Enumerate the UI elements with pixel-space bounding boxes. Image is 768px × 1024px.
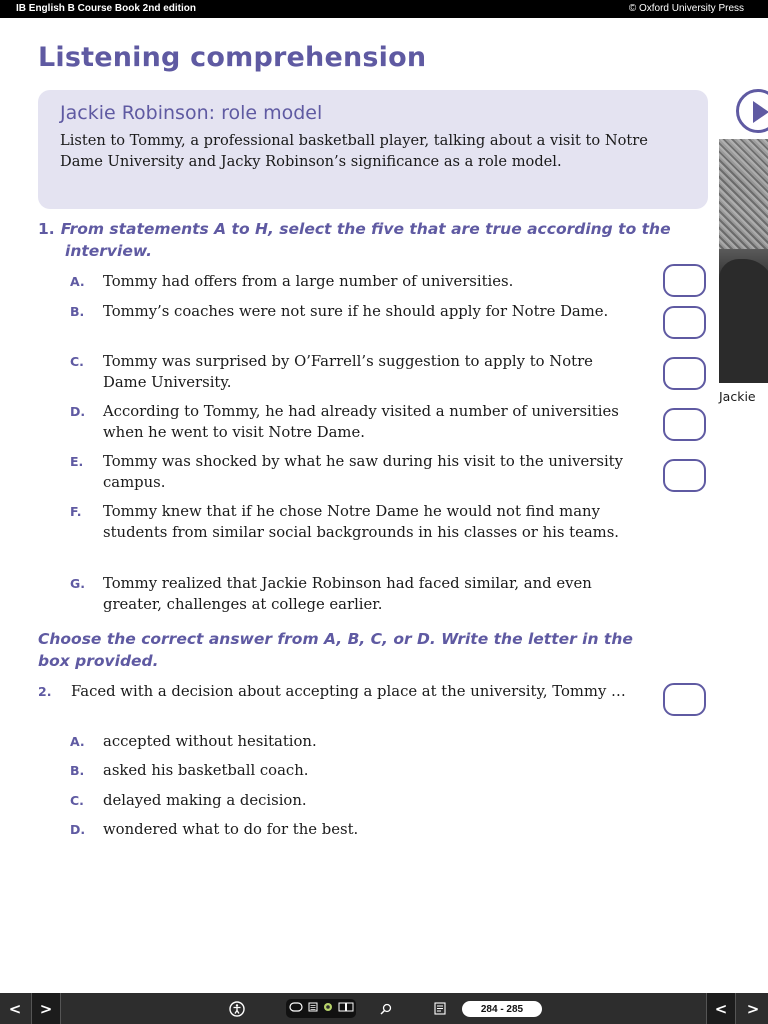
book-title: IB English B Course Book 2nd edition — [16, 3, 197, 14]
first-page-button[interactable]: < — [8, 999, 22, 1018]
statement-a — [70, 271, 630, 292]
list-view-icon[interactable] — [308, 1002, 318, 1015]
option-text: delayed making a decision. — [103, 792, 307, 809]
option-letter: B. — [70, 763, 85, 778]
option-b — [70, 760, 630, 781]
jackie-robinson-photo — [719, 139, 768, 383]
question-2-text: Faced with a decision about accepting a place at the university, Tommy … — [71, 683, 626, 700]
notes-icon[interactable] — [434, 1000, 446, 1017]
next-page-button-left[interactable]: > — [31, 993, 61, 1024]
answer-box-4[interactable] — [663, 408, 706, 441]
statement-letter: C. — [70, 354, 84, 369]
photo-figure — [719, 259, 768, 383]
intro-text: Listen to Tommy, a professional basketball player, talking about a visit to Notre Dame University and Jacky Robinson’s significance as a role model. — [60, 132, 648, 170]
previous-page-button[interactable]: < — [706, 993, 736, 1024]
accessibility-icon[interactable] — [229, 1000, 245, 1017]
statement-text: Tommy realized that Jackie Robinson had faced similar, and even greater, challenges at college earlier. — [103, 575, 592, 613]
statement-letter: B. — [70, 304, 85, 319]
statement-letter: D. — [70, 404, 86, 419]
answer-box-3[interactable] — [663, 357, 706, 390]
page-range-indicator[interactable]: 284 - 285 — [462, 1001, 542, 1017]
option-d — [70, 819, 630, 840]
thumbnail-icon[interactable] — [323, 1002, 333, 1015]
view-mode-group — [286, 999, 356, 1018]
statement-text: Tommy had offers from a large number of universities. — [103, 273, 514, 290]
statement-letter: F. — [70, 504, 82, 519]
answer-box-1[interactable] — [663, 264, 706, 297]
section-2-instruction: Choose the correct answer from A, B, C, or D. Write the letter in the box provided. — [38, 630, 633, 670]
statement-text: According to Tommy, he had already visited a number of universities when he went to visit Notre Dame. — [103, 403, 619, 441]
play-icon — [753, 101, 768, 123]
statement-d — [70, 401, 630, 443]
intro-title: Jackie Robinson: role model — [60, 102, 323, 124]
question-2-number: 2. — [38, 684, 52, 699]
photo-crowd — [719, 139, 768, 249]
statement-text: Tommy knew that if he chose Notre Dame he would not find many students from similar social backgrounds in his classes or his teams. — [103, 503, 619, 541]
question-1-text: From statements A to H, select the five that are true according to the interview. — [60, 220, 671, 260]
statement-letter: E. — [70, 454, 84, 469]
question-1-instruction — [38, 218, 688, 262]
spread-view-icon[interactable] — [338, 1002, 354, 1015]
option-a — [70, 731, 630, 752]
bottom-toolbar — [0, 993, 768, 1024]
statement-letter: G. — [70, 576, 86, 591]
question-2 — [38, 681, 648, 702]
statement-text: Tommy was surprised by O’Farrell’s suggestion to apply to Notre Dame University. — [103, 353, 593, 391]
statement-e — [70, 451, 630, 493]
option-text: accepted without hesitation. — [103, 733, 317, 750]
audio-play-button[interactable] — [736, 89, 768, 133]
statement-b — [70, 301, 630, 322]
option-c — [70, 790, 630, 811]
option-text: asked his basketball coach. — [103, 762, 309, 779]
statement-f — [70, 501, 630, 543]
zoom-icon[interactable] — [379, 1000, 393, 1017]
statement-letter: A. — [70, 274, 85, 289]
answer-box-5[interactable] — [663, 459, 706, 492]
single-page-icon[interactable] — [289, 1002, 303, 1015]
photo-caption: Jackie — [719, 389, 756, 404]
answer-box-2[interactable] — [663, 306, 706, 339]
statement-text: Tommy was shocked by what he saw during his visit to the university campus. — [103, 453, 623, 491]
statement-c — [70, 351, 630, 393]
intro-box — [38, 90, 708, 209]
option-letter: D. — [70, 822, 86, 837]
top-bar — [0, 0, 768, 18]
option-letter: A. — [70, 734, 85, 749]
last-page-button[interactable]: > — [746, 999, 760, 1018]
page-title: Listening comprehension — [38, 42, 427, 73]
statement-text: Tommy’s coaches were not sure if he should apply for Notre Dame. — [103, 303, 609, 320]
answer-box-question-2[interactable] — [663, 683, 706, 716]
statement-g — [70, 573, 630, 615]
question-1-number: 1. — [38, 220, 55, 238]
publisher-credit: © Oxford University Press — [628, 3, 744, 14]
option-text: wondered what to do for the best. — [103, 821, 359, 838]
option-letter: C. — [70, 793, 84, 808]
